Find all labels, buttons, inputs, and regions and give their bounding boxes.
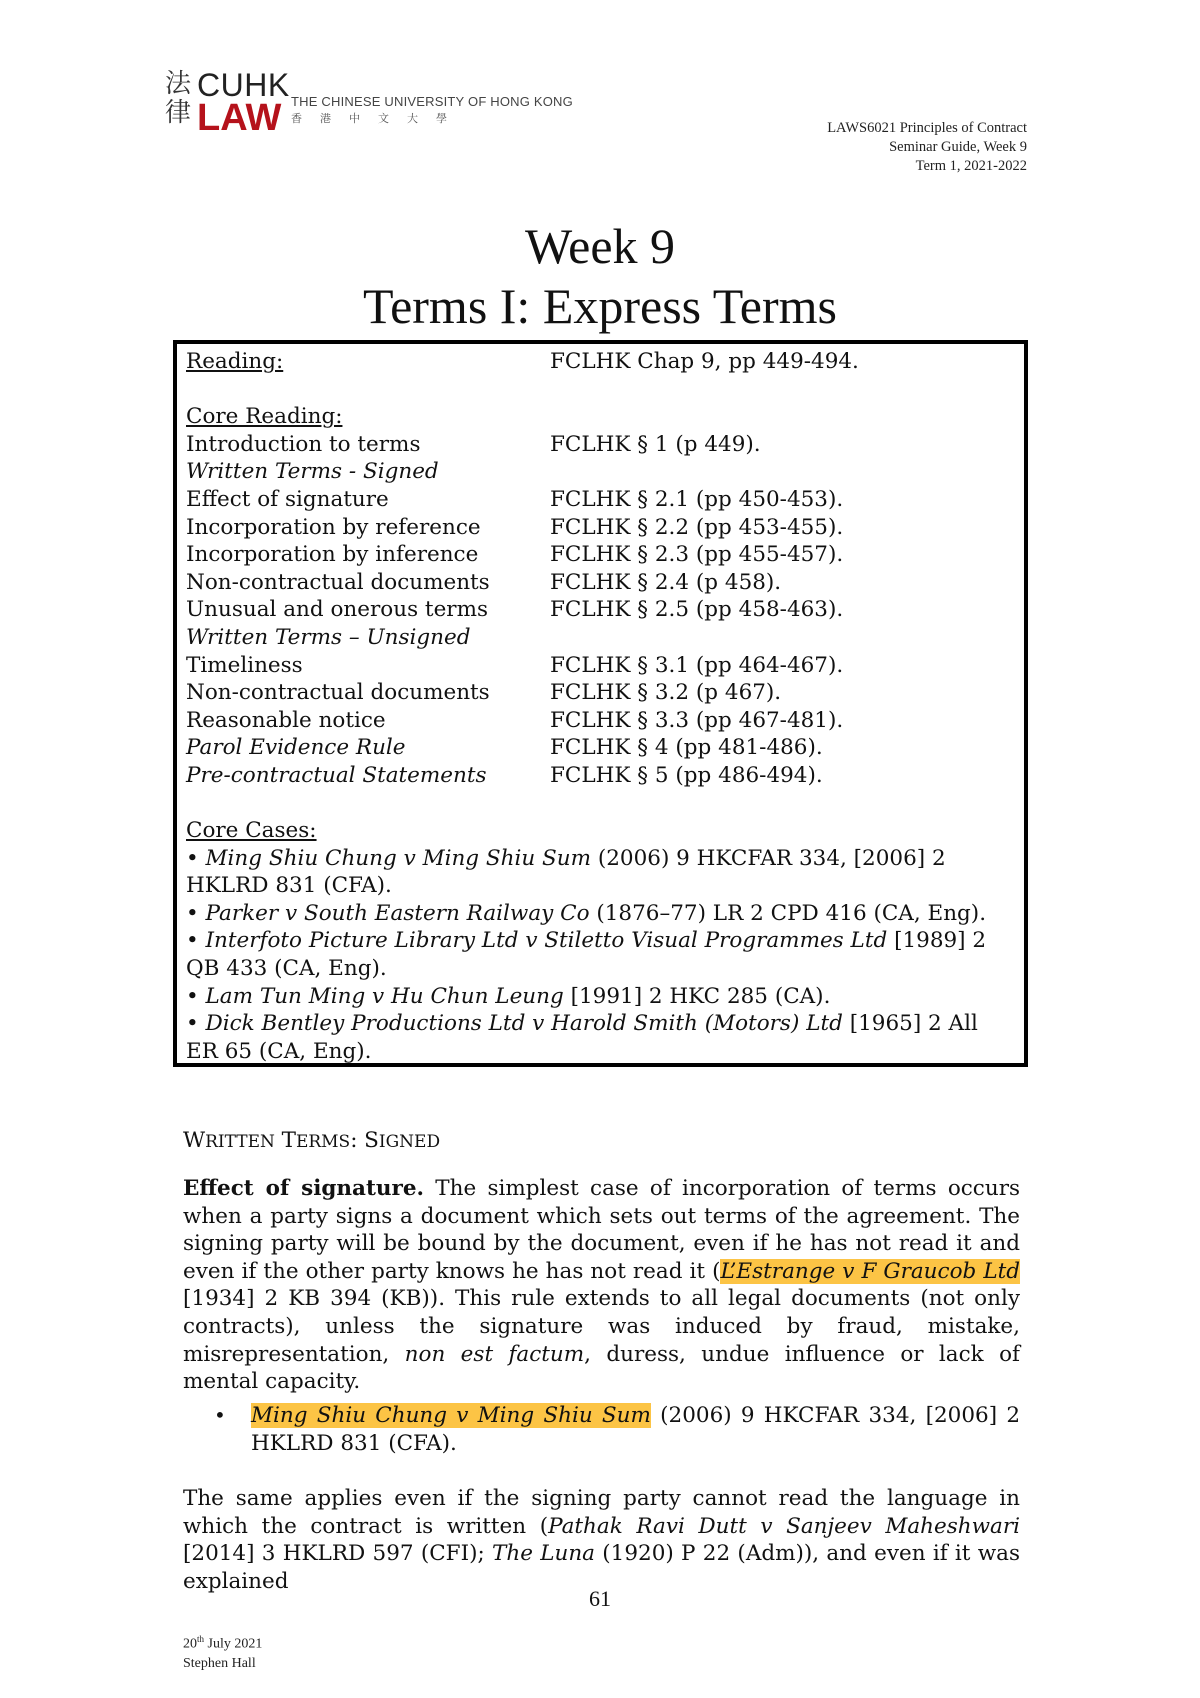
course-title: LAWS6021 Principles of Contract (827, 120, 1027, 136)
page-number: 61 (589, 1586, 611, 1611)
case-item (186, 845, 1016, 900)
case-citation: (2006) 9 HKCFAR 334, [2006] 2 HKLRD 831 (CFA). (251, 1403, 1021, 1456)
reading-item-ref: FCLHK § 1 (p 449). (550, 431, 761, 457)
reading-item-label: Introduction to terms (186, 431, 421, 457)
reading-list-row (186, 624, 1016, 652)
reading-item-label: Non-contractual documents (186, 680, 490, 706)
reading-item-ref: FCLHK § 3.2 (p 467). (550, 680, 782, 706)
reading-item-ref: FCLHK § 2.5 (pp 458-463). (550, 597, 844, 623)
reading-item-label: Incorporation by inference (186, 542, 479, 568)
reading-list-row (186, 762, 1016, 790)
bullet: • (186, 1011, 199, 1037)
reading-list-row (186, 514, 1016, 542)
reading-item-ref: FCLHK § 2.3 (pp 455-457). (550, 542, 844, 568)
reading-item-ref: FCLHK § 2.2 (pp 453-455). (550, 514, 844, 540)
reading-item-label: Pre-contractual Statements (186, 762, 487, 788)
bullet-case-item (214, 1402, 1020, 1457)
course-header (827, 119, 1027, 176)
reading-list-row (186, 541, 1016, 569)
case-item (186, 900, 1016, 928)
case-name: Ming Shiu Chung v Ming Shiu Sum (205, 845, 591, 871)
case-citation: [1965] 2 All ER 65 (CA, Eng). (186, 1011, 978, 1064)
reading-item-ref: FCLHK § 4 (pp 481-486). (550, 735, 823, 761)
bullet: • (186, 845, 199, 871)
reading-item-label: Unusual and onerous terms (186, 597, 488, 623)
reading-list-row (186, 734, 1016, 762)
paragraph-language: The same applies even if the signing party cannot read the language in which the contract is written (Pathak Ravi Dutt v Sanjeev Maheshwari [2014] 3 HKLRD 597 (CFI); The Luna (1920) P 22 (Adm)), and even if it was explained (183, 1486, 1020, 1594)
reading-item-label: Parol Evidence Rule (186, 735, 406, 761)
cuhk-law-logo (165, 67, 573, 139)
reading-value: FCLHK Chap 9, pp 449-494. (550, 349, 859, 374)
paragraph-effect-of-signature: Effect of signature. The simplest case of incorporation of terms occurs when a party signs a document which sets out terms of the agreement. The signing party will be bound by the document, even if he has not read it and even if the other party knows he has not read it (L’Estrange v F Graucob Ltd [1934] 2 KB 394 (KB)). This rule extends to all legal documents (not only contracts), unless the signature was induced by fraud, mistake, misrepresentation, non est factum, duress, undue influence or lack of mental capacity. (183, 1176, 1021, 1395)
term-label: Term 1, 2021-2022 (915, 158, 1027, 174)
case-citation: [1989] 2 QB 433 (CA, Eng). (186, 928, 987, 982)
reading-item-label: Incorporation by reference (186, 514, 481, 540)
logo-chinese-glyphs (165, 70, 195, 128)
core-cases-label: Core Cases: (186, 818, 317, 844)
bullet: • (186, 983, 199, 1009)
footer-date: 20th July 2021 (183, 1634, 263, 1652)
case-name: Lam Tun Ming v Hu Chun Leung (205, 983, 564, 1009)
paragraph-lead: Effect of signature. (183, 1176, 425, 1201)
highlighted-case: L’Estrange v F Graucob Ltd (720, 1258, 1020, 1284)
reading-subheading: Written Terms – Unsigned (186, 624, 471, 650)
reading-item-ref: FCLHK § 2.1 (pp 450-453). (550, 486, 844, 512)
reading-item-label: Timeliness (186, 652, 303, 678)
footer (183, 1630, 262, 1673)
section-heading: WRITTEN TERMS: SIGNED (183, 1128, 441, 1153)
reading-item-label: Non-contractual documents (186, 569, 490, 595)
reading-list-row (186, 458, 1016, 486)
reading-box (173, 340, 1028, 1067)
reading-list-row (186, 431, 1016, 459)
case-item (186, 1010, 1016, 1065)
reading-item-label: Effect of signature (186, 486, 389, 512)
reading-label: Reading: (186, 349, 284, 374)
case-name: Interfoto Picture Library Ltd v Stiletto Visual Programmes Ltd (205, 928, 888, 954)
bullet: • (186, 900, 199, 926)
reading-item-ref: FCLHK § 3.1 (pp 464-467). (550, 652, 844, 678)
reading-list-row (186, 486, 1016, 514)
page-title-week: Week 9 (524, 218, 676, 274)
case-citation: [1991] 2 HKC 285 (CA). (563, 983, 831, 1009)
page-title-main: Terms I: Express Terms (363, 278, 837, 334)
case-name: Dick Bentley Productions Ltd v Harold Smith (Motors) Ltd (205, 1011, 843, 1037)
logo-university-name: THE CHINESE UNIVERSITY OF HONG KONG (291, 94, 573, 109)
highlighted-case: Ming Shiu Chung v Ming Shiu Sum (251, 1403, 651, 1428)
logo-cuhk-text: CUHK (197, 67, 290, 103)
reading-list-row (186, 569, 1016, 597)
reading-list-row (186, 679, 1016, 707)
reading-subheading: Written Terms - Signed (186, 459, 439, 485)
reading-item-label: Reasonable notice (186, 707, 386, 733)
case-citation: (2006) 9 HKCFAR 334, [2006] 2 HKLRD 831 (CFA). (186, 845, 946, 899)
reading-row (186, 348, 1016, 376)
case-item (186, 927, 1016, 982)
reading-item-ref: FCLHK § 2.4 (p 458). (550, 569, 782, 595)
logo-law-text: LAW (197, 97, 282, 139)
reading-list-row (186, 652, 1016, 680)
case-citation: (1876–77) LR 2 CPD 416 (CA, Eng). (589, 900, 987, 926)
core-reading-label: Core Reading: (186, 404, 343, 430)
case-item (186, 983, 1016, 1011)
reading-list-row (186, 707, 1016, 735)
reading-list-row (186, 596, 1016, 624)
logo-university-name-chinese: 香港中文大學 (291, 112, 465, 125)
bullet: • (214, 1403, 226, 1427)
case-name: Parker v South Eastern Railway Co (205, 900, 590, 926)
seminar-guide-label: Seminar Guide, Week 9 (889, 139, 1027, 155)
logo-glyph-bottom: 律 (165, 98, 192, 128)
logo-glyph-top: 法 (165, 69, 192, 99)
bullet: • (186, 928, 199, 954)
footer-author: Stephen Hall (183, 1655, 256, 1671)
reading-item-ref: FCLHK § 5 (pp 486-494). (550, 762, 823, 788)
reading-item-ref: FCLHK § 3.3 (pp 467-481). (550, 707, 844, 733)
